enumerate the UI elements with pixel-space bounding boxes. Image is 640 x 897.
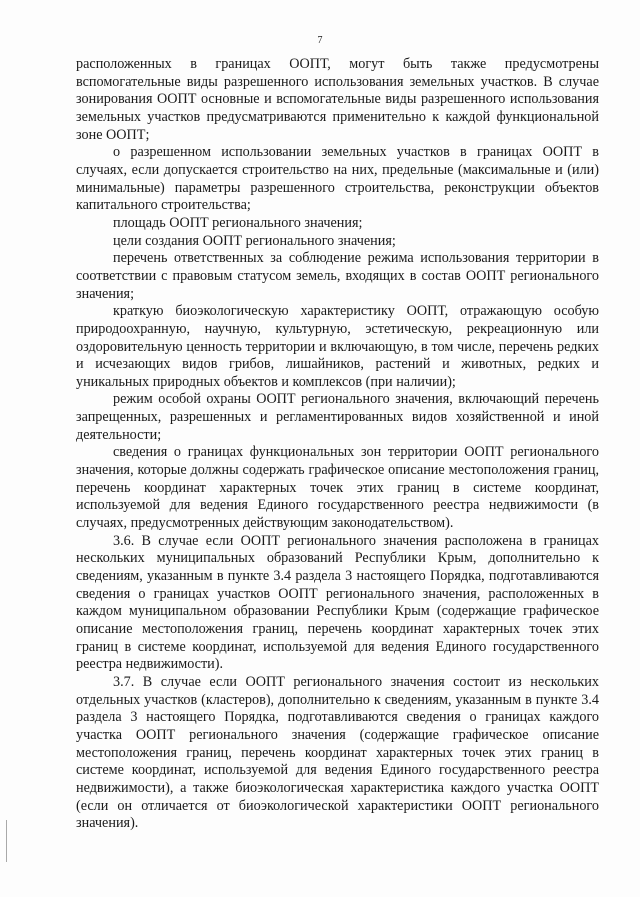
scan-edge-mark xyxy=(6,820,7,862)
paragraph-10-section-3-7: 3.7. В случае если ООПТ регионального значения состоит из нескольких отдельных участков (кластеров), дополнительно к сведениям, указанным в пункте 3.4 раздела 3 настоящего Порядка, подготавливаются сведения о границах каждого участка ООПТ регионального значения (содержащие графическое описание местоположения границ, перечень координат характерных точек этих границ в системе координат, используемой для ведения Единого государственного реестра недвижимости), а также биоэкологическая характеристика каждого участка ООПТ (если он отличается от биоэкологической характеристики ООПТ регионального значения). xyxy=(76,673,599,832)
paragraph-3: площадь ООПТ регионального значения; xyxy=(113,214,363,231)
paragraph-4: цели создания ООПТ регионального значения; xyxy=(113,232,396,249)
page-number: 7 xyxy=(317,35,323,46)
paragraph-5: перечень ответственных за соблюдение режима использования территории в соответствии с правовым статусом земель, входящих в состав ООПТ регионального значения; xyxy=(76,250,599,302)
paragraph-8: сведения о границах функциональных зон территории ООПТ регионального значения, которые должны содержать графическое описание местоположения границ, перечень координат характерных точек этих границ в системе координат, используемой для ведения Единого государственного реестра недвижимости (в случаях, предусмотренных действующим законодательством). xyxy=(76,444,599,532)
paragraph-9-section-3-6: 3.6. В случае если ООПТ регионального значения расположена в границах нескольких муниципальных образований Республики Крым, дополнительно к сведениям, указанным в пункте 3.4 раздела 3 настоящего Порядка, подготавливаются сведения о границах участков ООПТ регионального значения, расположенных в каждом муниципальном образовании Республики Крым (содержащие графическое описание местоположения границ, перечень координат характерных точек этих границ в системе координат, используемой для ведения Единого государственного реестра недвижимости). xyxy=(76,532,599,673)
paragraph-7: режим особой охраны ООПТ регионального значения, включающий перечень запрещенных, разрешенных и регламентированных видов хозяйственной и иной деятельности; xyxy=(76,391,599,443)
paragraph-2: о разрешенном использовании земельных участков в границах ООПТ в случаях, если допускается строительство на них, предельные (максимальные и (или) минимальные) параметры разрешенного строительства, реконструкции объектов капитального строительства; xyxy=(76,144,599,214)
paragraph-1: расположенных в границах ООПТ, могут быть также предусмотрены вспомогательные виды разрешенного использования земельных участков. В случае зонирования ООПТ основные и вспомогательные виды разрешенного использования земельных участков предусматриваются применительно к каждой функциональной зоне ООПТ; xyxy=(76,56,599,143)
document-body xyxy=(76,56,599,833)
paragraph-6: краткую биоэкологическую характеристику ООПТ, отражающую особую природоохранную, научную, культурную, эстетическую, рекреационную или оздоровительную ценность территории и включающую, в том числе, перечень редких и исчезающих видов грибов, лишайников, растений и животных, редких и уникальных природных объектов и комплексов (при наличии); xyxy=(76,303,599,390)
